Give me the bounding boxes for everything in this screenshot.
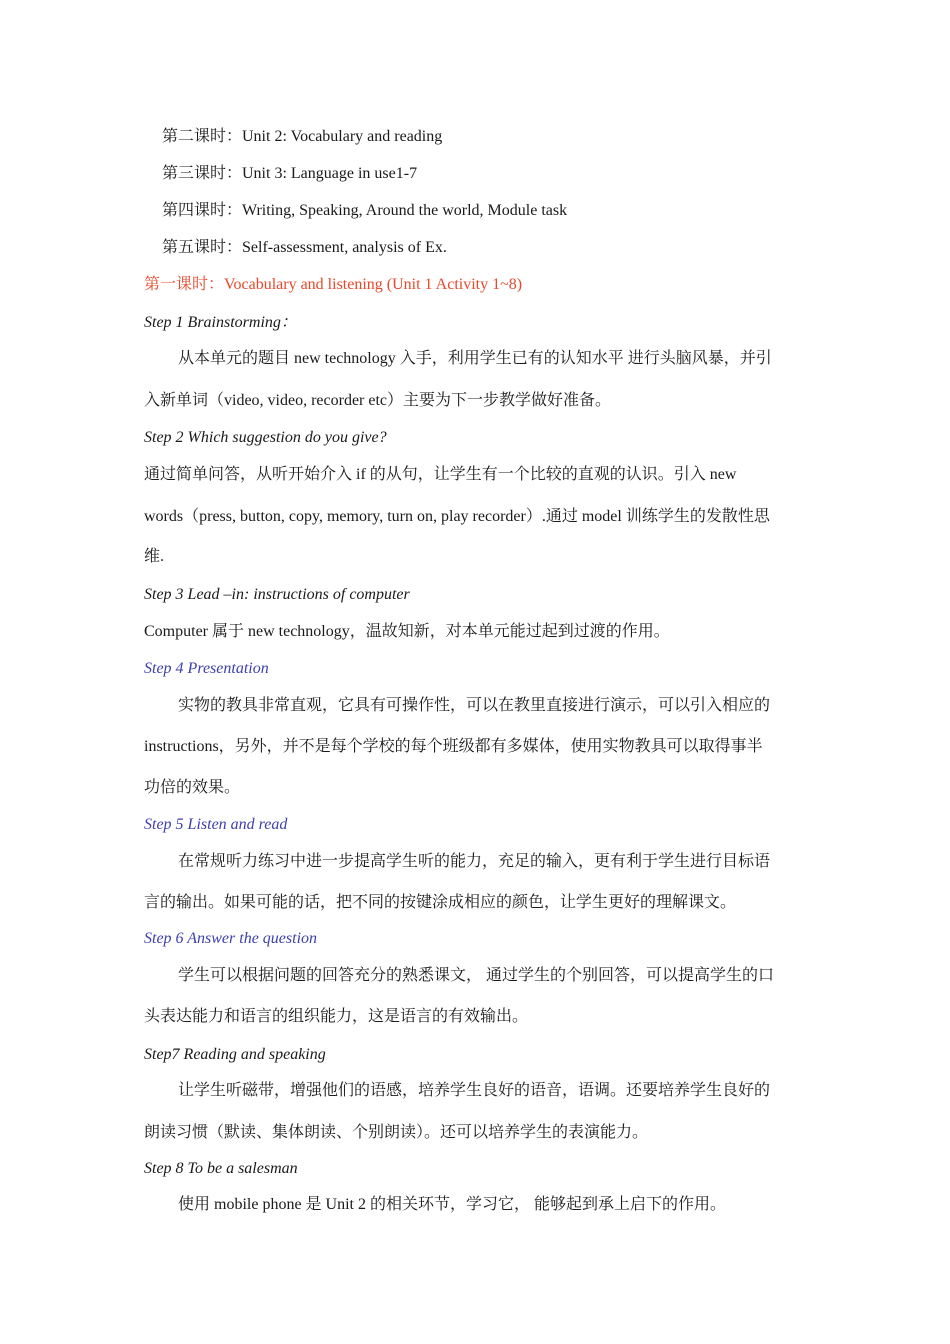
step-heading: Step 2 Which suggestion do you give? — [144, 429, 387, 446]
paragraph-line: 从本单元的题目 new technology 入手，利用学生已有的认知水平 进行头脑风暴，并引 — [178, 350, 772, 367]
schedule-item: 第五课时：Self-assessment, analysis of Ex. — [162, 239, 447, 256]
schedule-item: 第四课时：Writing, Speaking, Around the world, Module task — [162, 202, 568, 219]
paragraph-line: words（press, button, copy, memory, turn on, play recorder）.通过 model 训练学生的发散性思 — [144, 508, 770, 525]
paragraph-line: 通过简单问答，从听开始介入 if 的从句，让学生有一个比较的直观的认识。引入 new — [144, 466, 737, 483]
step-heading: Step 5 Listen and read — [144, 816, 288, 833]
lesson-title: 第一课时：Vocabulary and listening (Unit 1 Activity 1~8) — [144, 276, 523, 293]
paragraph-line: 头表达能力和语言的组织能力，这是语言的有效输出。 — [144, 1008, 529, 1025]
schedule-item: 第二课时：Unit 2: Vocabulary and reading — [162, 128, 443, 145]
step-heading: Step 8 To be a salesman — [144, 1160, 298, 1177]
paragraph-line: 实物的教具非常直观，它具有可操作性，可以在教里直接进行演示，可以引入相应的 — [178, 697, 771, 714]
paragraph-line: 让学生听磁带，增强他们的语感，培养学生良好的语音，语调。还要培养学生良好的 — [178, 1082, 771, 1099]
paragraph-line: 在常规听力练习中进一步提高学生听的能力，充足的输入，更有利于学生进行目标语 — [178, 853, 771, 870]
step-heading: Step7 Reading and speaking — [144, 1046, 326, 1063]
step-heading: Step 3 Lead –in: instructions of computer — [144, 586, 410, 603]
schedule-item: 第三课时：Unit 3: Language in use1-7 — [162, 165, 418, 182]
step-heading: Step 1 Brainstorming： — [144, 314, 297, 331]
paragraph-line: 使用 mobile phone 是 Unit 2 的相关环节，学习它， 能够起到承上启下的作用。 — [178, 1196, 726, 1213]
paragraph-line: 朗读习惯（默读、集体朗读、个别朗读）。还可以培养学生的表演能力。 — [144, 1124, 649, 1141]
paragraph-line: 入新单词（video, video, recorder etc）主要为下一步教学做好准备。 — [144, 392, 612, 409]
paragraph-line: 学生可以根据问题的回答充分的熟悉课文， 通过学生的个别回答，可以提高学生的口 — [178, 967, 775, 984]
step-heading: Step 4 Presentation — [144, 660, 269, 677]
paragraph-line: 维. — [144, 548, 165, 565]
paragraph-line: Computer 属于 new technology，温故知新，对本单元能过起到过渡的作用。 — [144, 623, 670, 640]
step-heading: Step 6 Answer the question — [144, 930, 318, 947]
paragraph-line: 功倍的效果。 — [144, 779, 241, 796]
paragraph-line: 言的输出。如果可能的话，把不同的按键涂成相应的颜色，让学生更好的理解课文。 — [144, 894, 737, 911]
paragraph-line: instructions，另外，并不是每个学校的每个班级都有多媒体，使用实物教具可以取得事半 — [144, 738, 763, 755]
